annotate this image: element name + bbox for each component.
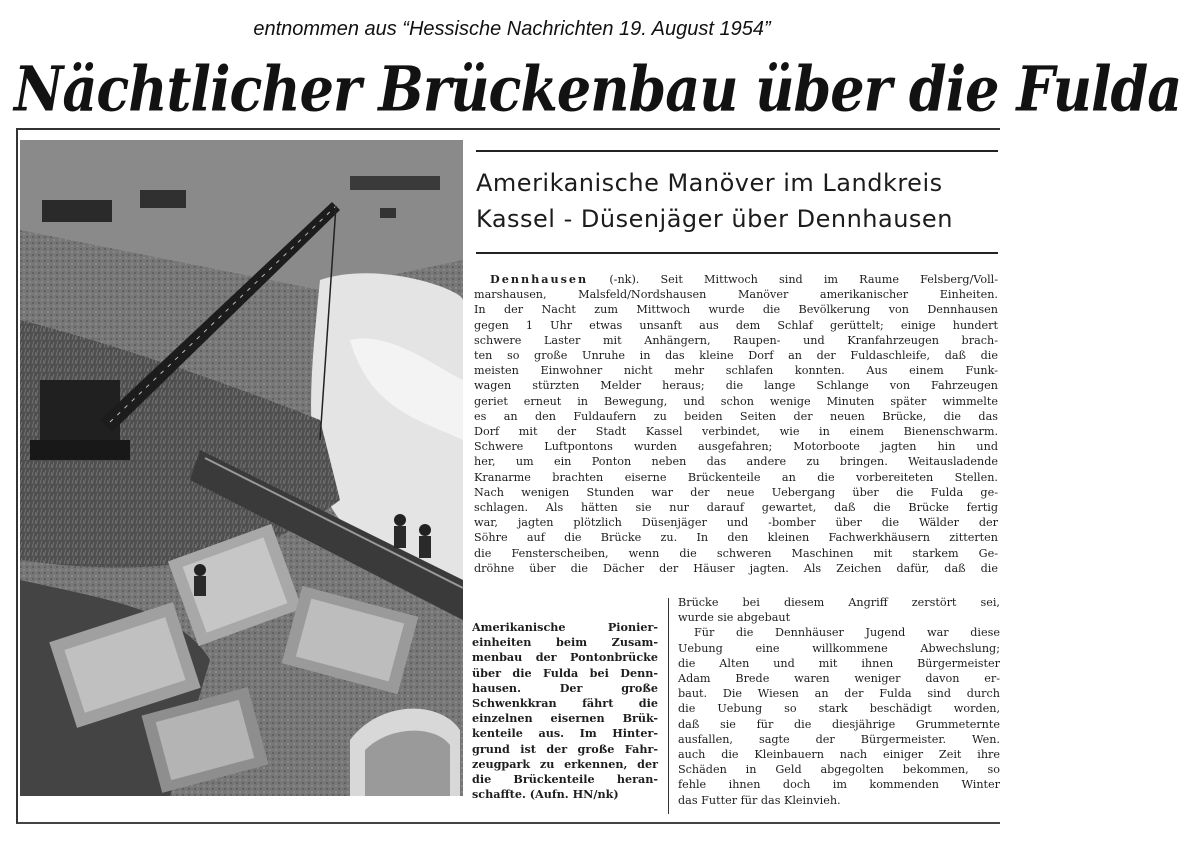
body-line: geriet erneut in Bewegung, und schon wenige Minuten später wimmelte [474, 394, 998, 408]
article-body [474, 272, 998, 576]
body-line: Kranarme brachten eiserne Brückenteile an die vorbereiteten Stellen. [474, 470, 998, 484]
body-line: schwere Laster mit Anhängern, Raupen- und Kranfahrzeugen brach- [474, 333, 998, 347]
right-line: ausfallen, sagte der Bürgermeister. Wen. [678, 732, 1000, 746]
body-line: marshausen, Malsfeld/Nordshausen Manöver amerikanischer Einheiten. [474, 288, 998, 302]
subhead-rule-top [476, 150, 998, 152]
subhead-rule-bottom [476, 252, 998, 254]
caption-line: über die Fulda bei Denn- [472, 665, 658, 680]
caption-line: die Brückenteile heran- [472, 772, 658, 787]
body-line: wagen stürzten Melder heraus; die lange Schlange von Fahrzeugen [474, 379, 998, 393]
body-line: gegen 1 Uhr etwas unsanft aus dem Schlaf gerüttelt; einige hundert [474, 318, 998, 332]
right-line: fehle ihnen doch im kommenden Winter [678, 778, 1000, 792]
right-line: Für die Dennhäuser Jugend war diese [694, 626, 1000, 640]
column-divider [668, 598, 669, 814]
body-line [474, 272, 998, 287]
dateline: Dennhausen [490, 272, 589, 286]
news-photo [20, 140, 463, 796]
body-line: es an den Fuldaufern zu beiden Seiten der neuen Brücke, die das [474, 409, 998, 423]
right-line: auch die Kleinbauern nach einiger Zeit ihre [678, 748, 1000, 762]
body-line: ten so große Unruhe in das kleine Dorf an der Fuldaschleife, daß die [474, 349, 998, 363]
body-line: dröhne über die Dächer der Häuser jagten. Als Zeichen dafür, daß die [474, 561, 998, 575]
right-line: Brücke bei diesem Angriff zerstört sei, [678, 596, 1000, 609]
pontoon-bridge-photo [20, 140, 463, 796]
caption-line: zeugpark zu erkennen, der [472, 756, 658, 771]
body-line: In der Nacht zum Mittwoch wurde die Bevölkerung von Dennhausen [474, 303, 998, 317]
body-line: schlagen. Als hätten sie nur darauf gewartet, daß die Brücke fertig [474, 501, 998, 515]
right-line: Schäden in Geld abgegolten bekommen, so [678, 763, 1000, 777]
right-line: wurde sie abgebaut [678, 611, 791, 625]
caption-line: einzelnen eisernen Brük- [472, 711, 658, 726]
subheadline [476, 165, 998, 237]
right-line: die Uebung so stark beschädigt worden, [678, 702, 1000, 716]
photo-caption [472, 620, 658, 802]
body-line: Dorf mit der Stadt Kassel verbindet, wie in einem Bienenschwarm. [474, 425, 998, 439]
caption-line: grund ist der große Fahr- [472, 741, 658, 756]
right-line: die Alten und mit ihnen Bürgermeister [678, 656, 1000, 670]
caption-line: einheiten beim Zusam- [472, 635, 658, 650]
article-continuation [678, 595, 1000, 808]
body-line: war, jagten plötzlich Düsenjäger und -bomber über die Wälder der [474, 516, 998, 530]
source-note: entnommen aus “Hessische Nachrichten 19. August 1954” [253, 18, 771, 40]
right-line: Uebung eine willkommene Abwechslung; [678, 641, 1000, 655]
right-line: baut. Die Wiesen an der Fulda sind durch [678, 687, 1000, 701]
right-line: daß sie für die diesjährige Grummeternte [678, 717, 1000, 731]
headline: Nächtlicher Brückenbau über die Fulda [14, 52, 1181, 126]
body-line: Söhre auf die Brücke zu. In den kleinen Fachwerkhäusern zitterten [474, 531, 998, 545]
caption-line: kenteile aus. Im Hinter- [472, 726, 658, 741]
body-line: die Fensterscheiben, wenn die schweren Maschinen mit starkem Ge- [474, 546, 998, 560]
caption-line: schaffte. (Aufn. HN/nk) [472, 787, 619, 802]
subhead-line-1: Amerikanische Manöver im Landkreis [476, 169, 943, 197]
body-line: her, um ein Ponton neben das andere zu bringen. Weitausladende [474, 455, 998, 469]
body-line: Schwere Luftpontons wurden ausgefahren; Motorboote jagten hin und [474, 440, 998, 454]
body-line: meisten Einwohner nicht mehr schlafen konnten. Aus einem Funk- [474, 364, 998, 378]
body-line: Nach wenigen Stunden war der neue Uebergang über die Fulda ge- [474, 485, 998, 499]
right-line: das Futter für das Kleinvieh. [678, 793, 841, 807]
caption-line: menbau der Pontonbrücke [472, 650, 658, 665]
right-line: Adam Brede waren weniger davon er- [678, 672, 1000, 686]
caption-line: Schwenkkran fährt die [472, 696, 658, 711]
caption-line: Amerikanische Pionier- [472, 620, 658, 634]
caption-line: hausen. Der große [472, 680, 658, 695]
subhead-line-2: Kassel - Düsenjäger über Dennhausen [476, 205, 953, 233]
dateline-suffix: (-nk). Seit Mittwoch sind im Raume Felsberg/Voll- [588, 273, 998, 286]
